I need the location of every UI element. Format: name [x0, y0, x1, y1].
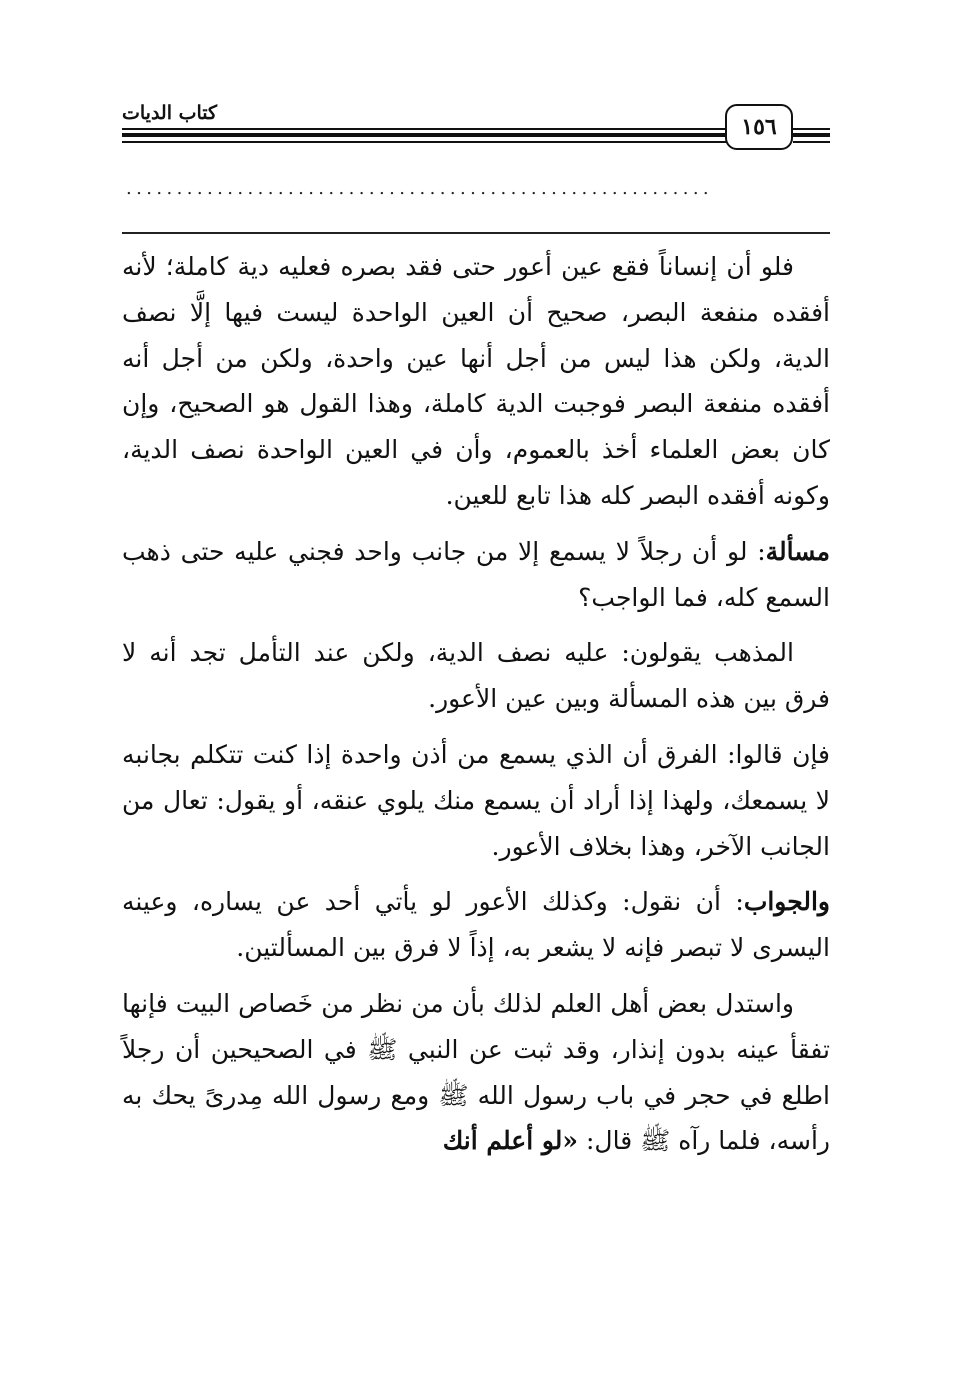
term-label: مسألة: [765, 536, 830, 566]
paragraph-text: فإن قالوا: الفرق أن الذي يسمع من أذن واحدة إذا كنت تتكلم بجانبه لا يسمعك، ولهذا إذا أراد أن يسمع منك يلوي عنقه، أو يقول: تعال من الجانب الآخر، وهذا بخلاف الأعور.: [122, 739, 830, 861]
dotted-separator: ..........................................................: [126, 178, 714, 199]
paragraph: [122, 529, 830, 621]
hadith-quote: «لو أعلم أنك: [442, 1126, 579, 1156]
paragraph-text: : لو أن رجلاً لا يسمع إلا من جانب واحد فجني عليه حتى ذهب السمع كله، فما الواجب؟: [122, 536, 830, 612]
paragraph-text: : أن نقول: وكذلك الأعور لو يأتي أحد عن يساره، وعينه اليسرى لا تبصر فإنه لا يشعر به، إذاً لا فرق بين المسألتين.: [122, 887, 830, 963]
main-text: [122, 244, 830, 1174]
paragraph: [122, 879, 830, 971]
header-rule-right-thick: [793, 133, 830, 137]
page-number: ١٥٦: [725, 104, 793, 150]
header-rule-thin: [122, 128, 727, 130]
paragraph-text: المذهب يقولون: عليه نصف الدية، ولكن عند التأمل تجد أنه لا فرق بين هذه المسألة وبين عين الأعور.: [122, 638, 830, 714]
paragraph: [122, 244, 830, 519]
paragraph: [122, 630, 830, 722]
paragraph-text: فلو أن إنساناً فقع عين أعور حتى فقد بصره فعليه دية كاملة؛ لأنه أفقده منفعة البصر، صحيح أن العين الواحدة ليست فيها إلَّا نصف الدية، ولكن هذا ليس من أجل أنها عين واحدة، ولكن من أجل أنه أفقده منفعة البصر فوجبت الدية كاملة، وهذا القول هو الصحيح، وإن كان بعض العلماء أخذ بالعموم، وأن في العين الواحدة نصف الدية، وكونه أفقده البصر كله هذا تابع للعين.: [122, 252, 830, 510]
header-rule-thick: [122, 133, 727, 137]
book-title: كتاب الديات: [122, 102, 218, 124]
header-rule-bottom: [122, 141, 727, 143]
header-rule-right-thin: [793, 128, 830, 130]
paragraph: [122, 981, 830, 1164]
page-header: [122, 96, 830, 156]
term-label: والجواب: [743, 887, 830, 917]
footnote-separator-line: [122, 232, 830, 234]
paragraph-text: واستدل بعض أهل العلم لذلك بأن من نظر من خَصاص البيت فإنها تفقأ عينه بدون إنذار، وقد ثبت عن النبي ﷺ في الصحيحين أن رجلاً اطلع في حجر في باب رسول الله ﷺ ومع رسول الله مِدرىً يحك به رأسه، فلما رآه ﷺ قال:: [122, 988, 830, 1156]
header-rule-right-bottom: [793, 141, 830, 143]
paragraph: [122, 732, 830, 869]
